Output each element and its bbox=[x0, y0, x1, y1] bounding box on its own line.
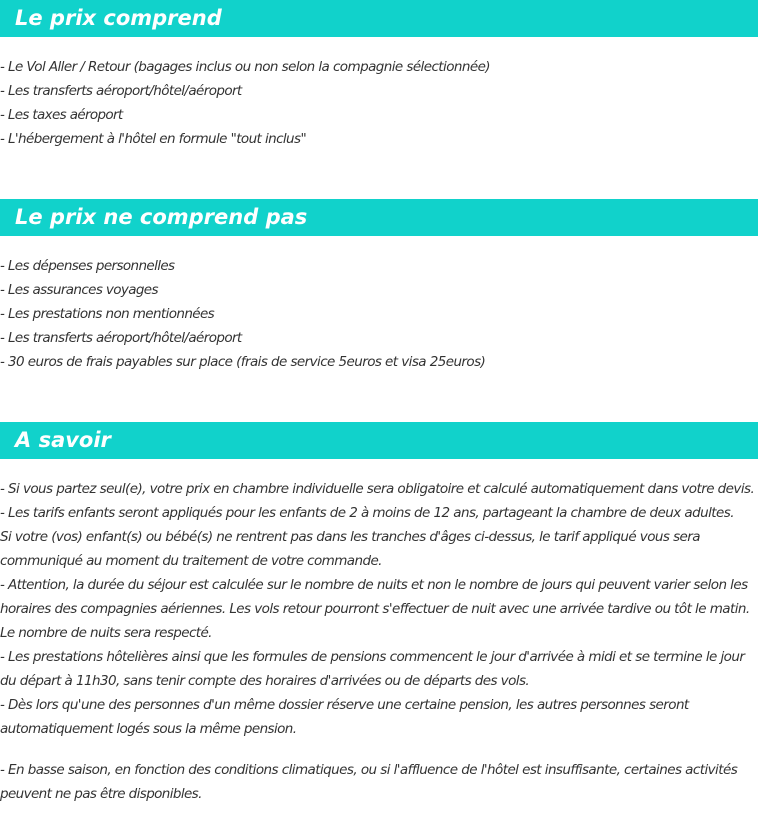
list-item: - Les transferts aéroport/hôtel/aéroport bbox=[0, 83, 242, 99]
section-title: A savoir bbox=[0, 422, 758, 459]
list-item: - Les assurances voyages bbox=[0, 282, 158, 298]
section-price-excludes bbox=[0, 199, 758, 374]
section-paragraphs bbox=[0, 477, 758, 806]
text-line: - Les prestations hôtelières ainsi que les formules de pensions commencent le jour d'arrivée à midi et se termine le jour bbox=[0, 649, 745, 665]
text-line: - Attention, la durée du séjour est calculée sur le nombre de nuits et non le nombre de jours qui peuvent varier selon les bbox=[0, 577, 748, 593]
text-line: communiqué au moment du traitement de votre commande. bbox=[0, 553, 382, 569]
text-line: - Si vous partez seul(e), votre prix en chambre individuelle sera obligatoire et calculé automatiquement dans votre devis. bbox=[0, 481, 755, 497]
paragraph-gap bbox=[0, 741, 758, 758]
list-item: - Les transferts aéroport/hôtel/aéroport bbox=[0, 330, 242, 346]
text-line: - Les tarifs enfants seront appliqués pour les enfants de 2 à moins de 12 ans, partageant la chambre de deux adultes. bbox=[0, 505, 734, 521]
text-line: Si votre (vos) enfant(s) ou bébé(s) ne rentrent pas dans les tranches d'âges ci-dessus, le tarif appliqué vous sera bbox=[0, 529, 700, 545]
section-list bbox=[0, 254, 758, 374]
list-item: - 30 euros de frais payables sur place (frais de service 5euros et visa 25euros) bbox=[0, 354, 486, 370]
list-item: - Les prestations non mentionnées bbox=[0, 306, 215, 322]
text-line: peuvent ne pas être disponibles. bbox=[0, 786, 202, 802]
text-line: - En basse saison, en fonction des conditions climatiques, ou si l'affluence de l'hôtel est insuffisante, certaines activités bbox=[0, 762, 738, 778]
section-price-includes bbox=[0, 0, 758, 151]
list-item: - Les taxes aéroport bbox=[0, 107, 123, 123]
section-good-to-know bbox=[0, 422, 758, 806]
text-line: horaires des compagnies aériennes. Les vols retour pourront s'effectuer de nuit avec une arrivée tardive ou tôt le matin. bbox=[0, 601, 750, 617]
text-line: Le nombre de nuits sera respecté. bbox=[0, 625, 212, 641]
section-title: Le prix ne comprend pas bbox=[0, 199, 758, 236]
list-item: - L'hébergement à l'hôtel en formule "tout inclus" bbox=[0, 131, 307, 147]
list-item: - Le Vol Aller / Retour (bagages inclus ou non selon la compagnie sélectionnée) bbox=[0, 59, 490, 75]
section-list bbox=[0, 55, 758, 151]
text-line: automatiquement logés sous la même pension. bbox=[0, 721, 297, 737]
text-line: du départ à 11h30, sans tenir compte des horaires d'arrivées ou de départs des vols. bbox=[0, 673, 530, 689]
section-title: Le prix comprend bbox=[0, 0, 758, 37]
list-item: - Les dépenses personnelles bbox=[0, 258, 175, 274]
text-line: - Dès lors qu'une des personnes d'un même dossier réserve une certaine pension, les autres personnes seront bbox=[0, 697, 689, 713]
